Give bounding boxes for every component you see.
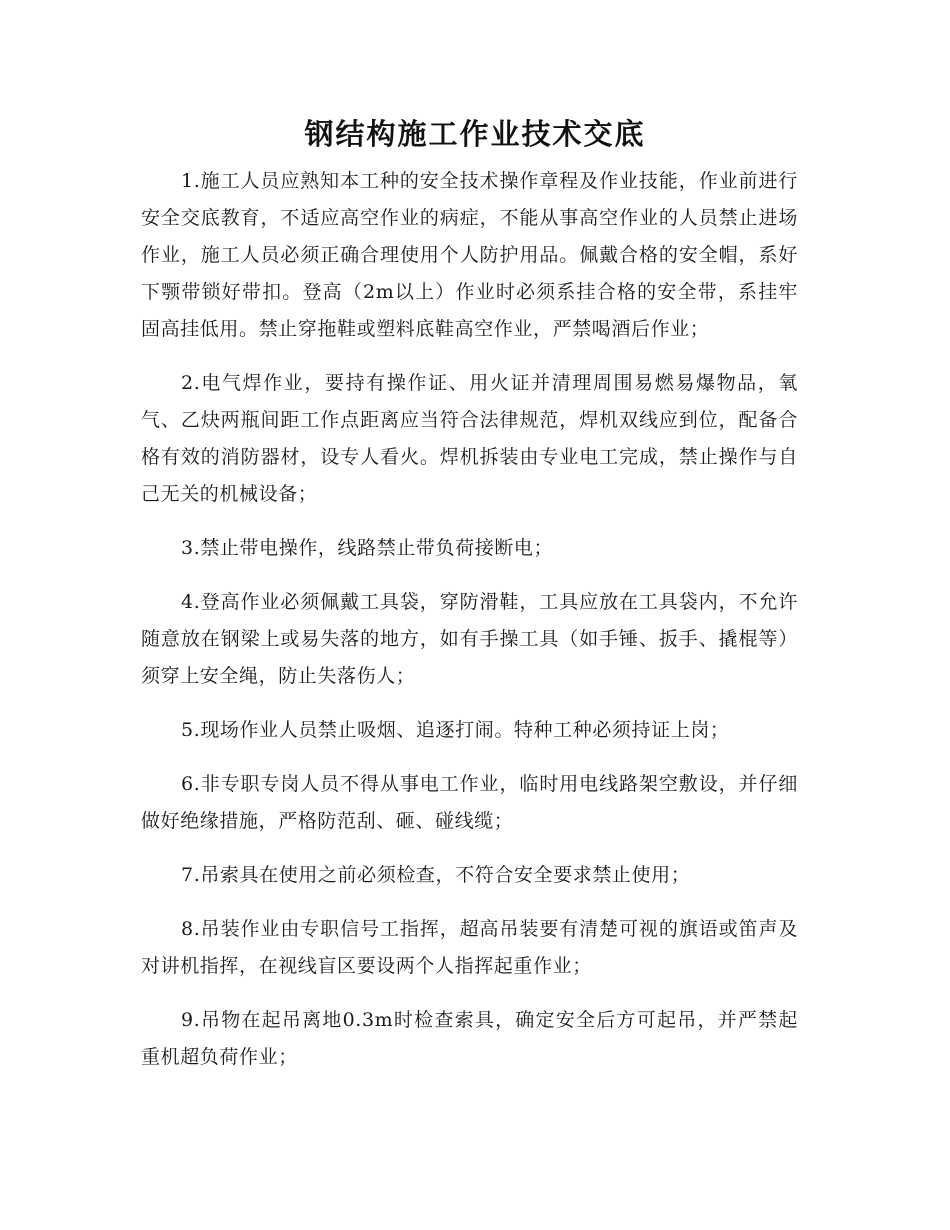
paragraph-3: 3.禁止带电操作，线路禁止带负荷接断电； — [181, 537, 554, 559]
paragraph-7: 7.吊索具在使用之前必须检查，不符合安全要求禁止使用； — [181, 864, 691, 886]
paragraph-4: 4.登高作业必须佩戴工具袋，穿防滑鞋，工具应放在工具袋内，不允许随意放在钢梁上或易失落的地方，如有手操工具（如手锤、扳手、撬棍等）须穿上安全绳，防止失落伤人； — [141, 591, 798, 687]
paragraph-6: 6.非专职专岗人员不得从事电工作业，临时用电线路架空敷设，并仔细做好绝缘措施，严格防范刮、砸、碰线缆； — [141, 773, 798, 832]
paragraph-5: 5.现场作业人员禁止吸烟、追逐打闹。特种工种必须持证上岗； — [181, 719, 730, 741]
paragraph-1: 1.施工人员应熟知本工种的安全技术操作章程及作业技能，作业前进行安全交底教育，不适应高空作业的病症，不能从事高空作业的人员禁止进场作业，施工人员必须正确合理使用个人防护用品。佩戴合格的安全帽，系好下颚带锁好带扣。登高（2m以上）作业时必须系挂合格的安全带，系挂牢固高挂低用。禁止穿拖鞋或塑料底鞋高空作业，严禁喝酒后作业； — [141, 170, 798, 340]
paragraph-2: 2.电气焊作业，要持有操作证、用火证并清理周围易燃易爆物品，氧气、乙炔两瓶间距工作点距离应当符合法律规范，焊机双线应到位，配备合格有效的消防器材，设专人看火。焊机拆装由专业电工完成，禁止操作与自己无关的机械设备； — [141, 372, 798, 505]
paragraph-8: 8.吊装作业由专职信号工指挥，超高吊装要有清楚可视的旗语或笛声及对讲机指挥，在视线盲区要设两个人指挥起重作业； — [141, 918, 798, 977]
document-title: 钢结构施工作业技术交底 — [304, 117, 646, 151]
paragraph-9: 9.吊物在起吊离地0.3m时检查索具，确定安全后方可起吊，并严禁起重机超负荷作业； — [141, 1009, 798, 1068]
document-body — [141, 163, 798, 1093]
